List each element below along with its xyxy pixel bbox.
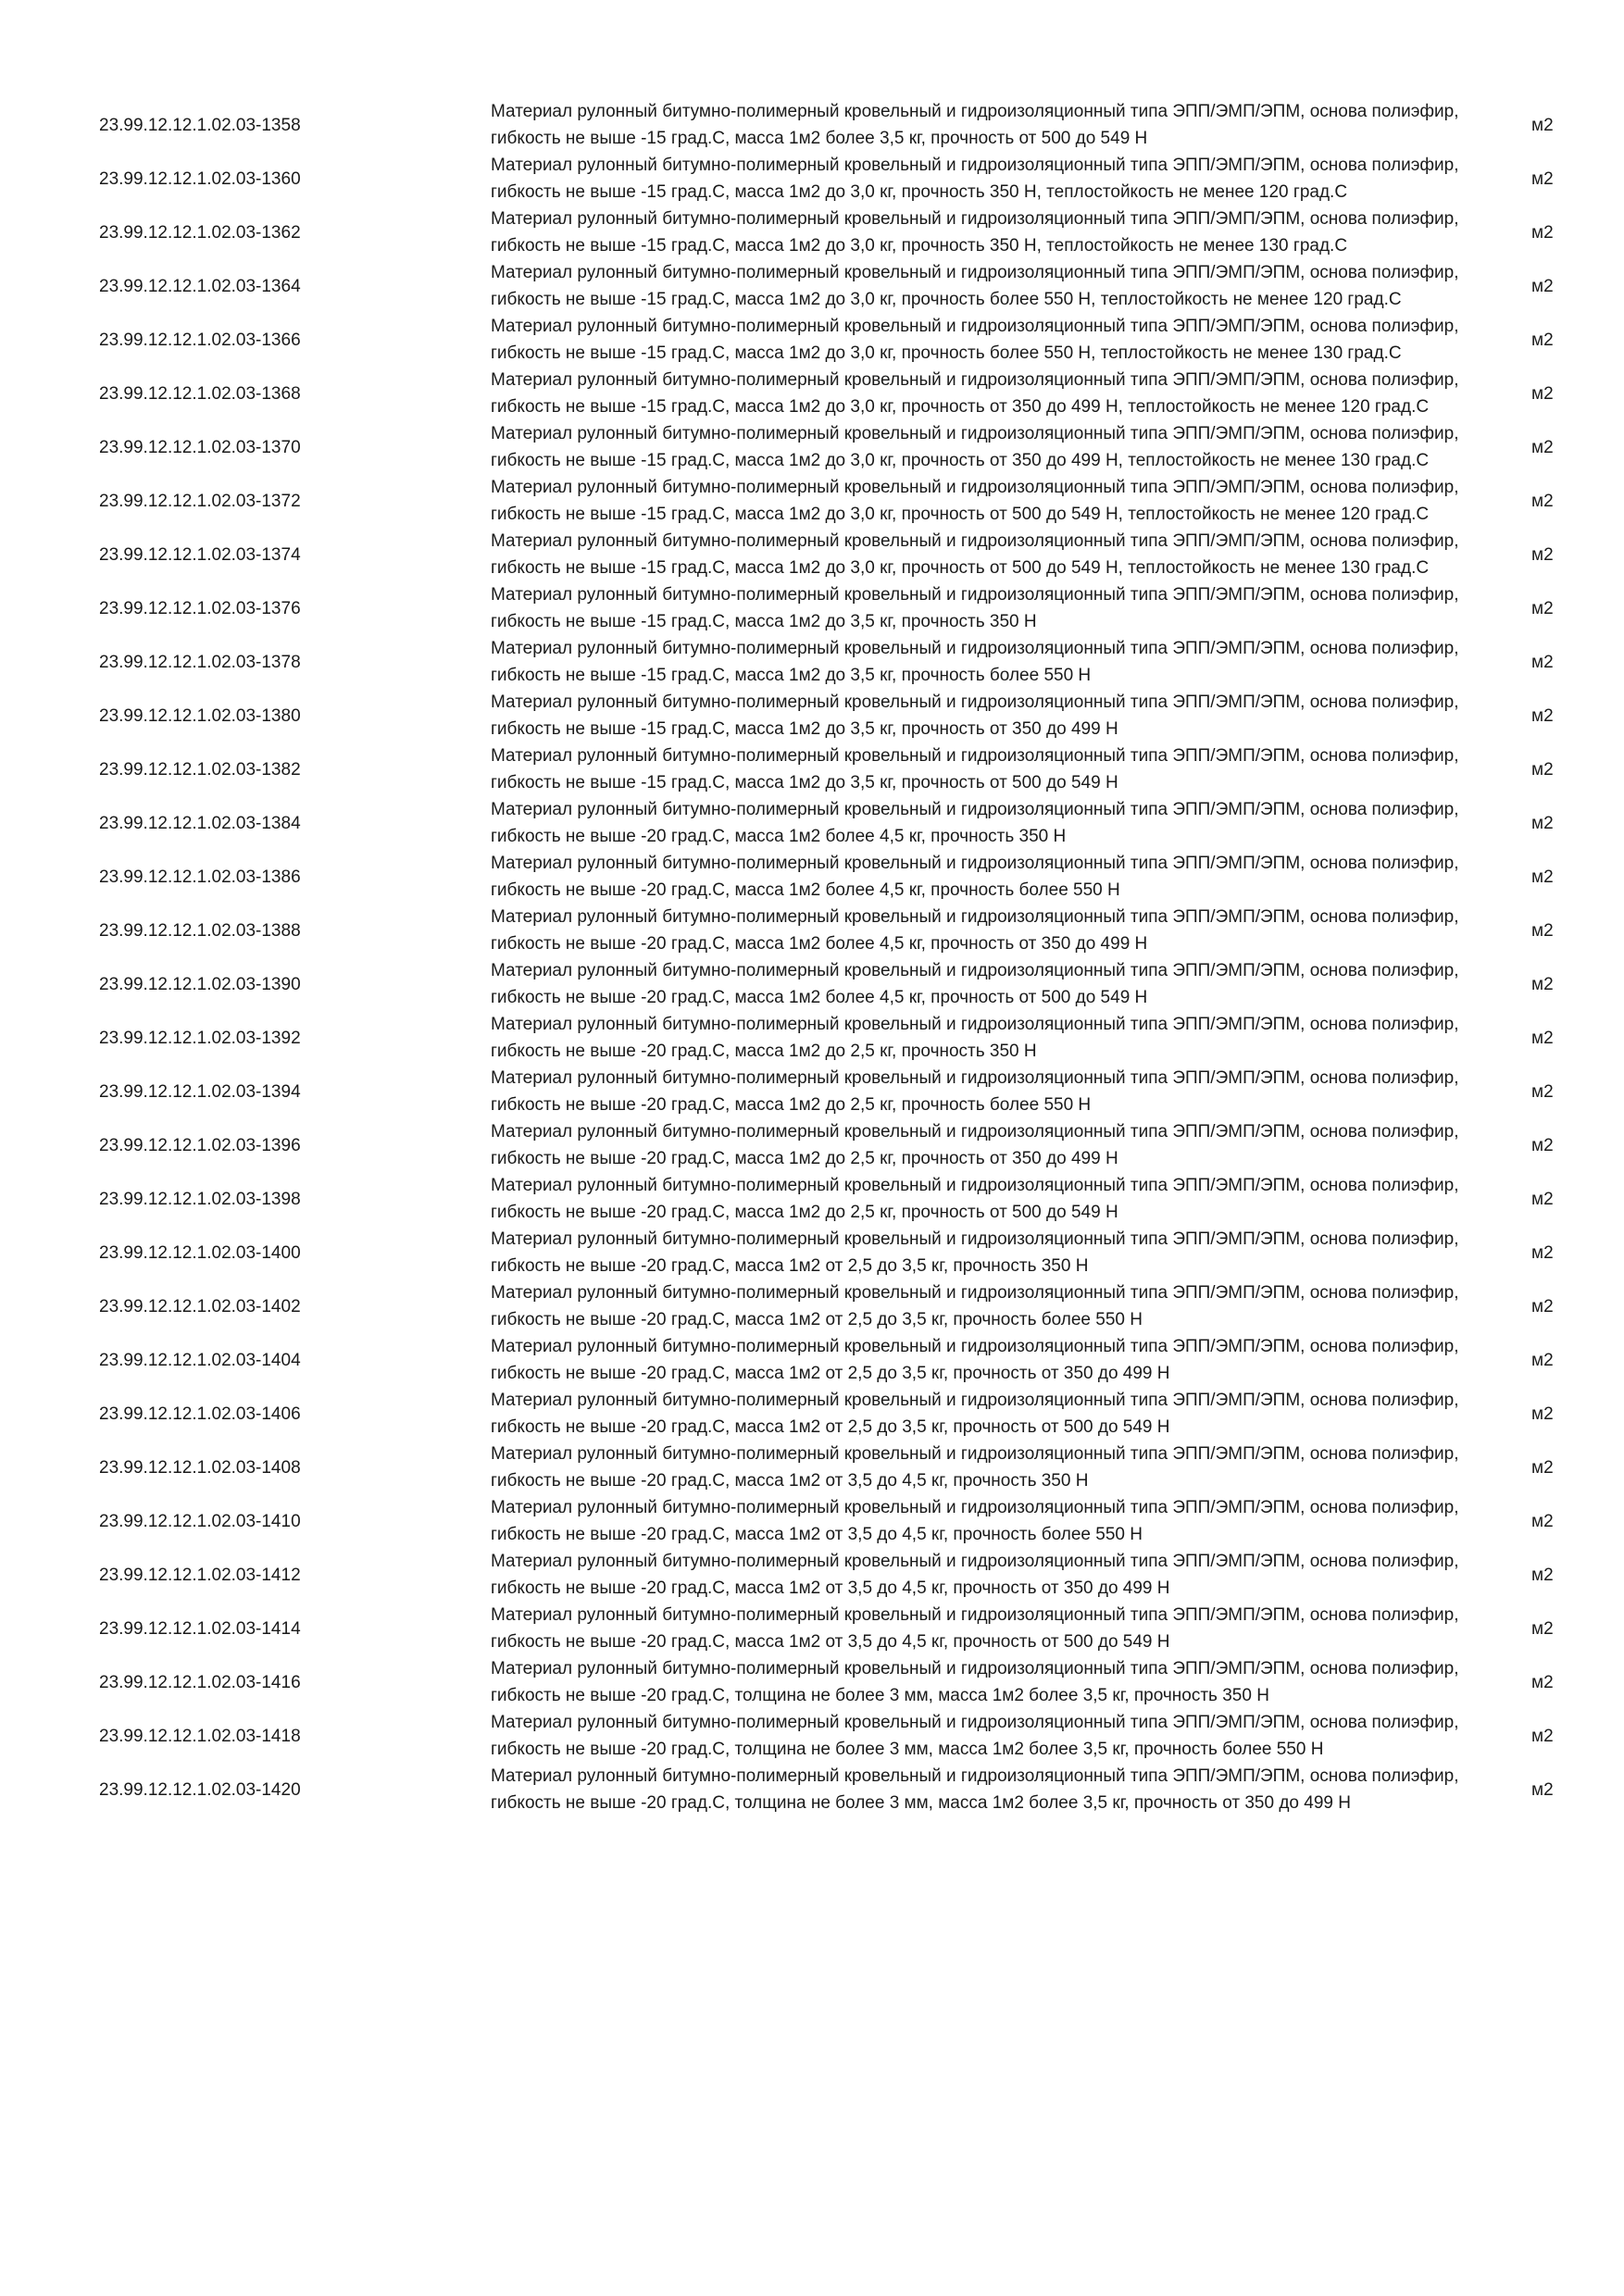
material-description: Материал рулонный битумно-полимерный кровельный и гидроизоляционный типа ЭПП/ЭМП/ЭПМ, основа полиэфир, гибкость не выше -20 град.С, масса 1м2 от 2,5 до 3,5 кг, прочность 350 Н [491,1229,1459,1276]
material-code: 23.99.12.12.1.02.03-1362 [99,222,301,243]
material-description-cell [491,1011,1498,1065]
material-description-cell [491,635,1498,689]
material-code: 23.99.12.12.1.02.03-1360 [99,168,301,189]
material-description: Материал рулонный битумно-полимерный кровельный и гидроизоляционный типа ЭПП/ЭМП/ЭПМ, основа полиэфир, гибкость не выше -20 град.С, масса 1м2 до 2,5 кг, прочность 350 Н [491,1015,1459,1061]
material-description: Материал рулонный битумно-полимерный кровельный и гидроизоляционный типа ЭПП/ЭМП/ЭПМ, основа полиэфир, гибкость не выше -15 град.С, масса 1м2 до 3,5 кг, прочность 350 Н [491,585,1459,631]
material-code: 23.99.12.12.1.02.03-1378 [99,652,301,672]
table-row [0,313,1624,367]
material-description: Материал рулонный битумно-полимерный кровельный и гидроизоляционный типа ЭПП/ЭМП/ЭПМ, основа полиэфир, гибкость не выше -20 град.С, масса 1м2 от 2,5 до 3,5 кг, прочность более 550 Н [491,1283,1459,1329]
material-unit: м2 [1531,1028,1554,1048]
table-row [0,367,1624,420]
material-description-cell [491,1709,1498,1763]
material-unit: м2 [1531,759,1554,780]
table-row [0,528,1624,581]
material-description-cell [491,1494,1498,1548]
material-description: Материал рулонный битумно-полимерный кровельный и гидроизоляционный типа ЭПП/ЭМП/ЭПМ, основа полиэфир, гибкость не выше -20 град.С, масса 1м2 от 2,5 до 3,5 кг, прочность от 350 до 499 Н [491,1337,1459,1383]
material-unit: м2 [1531,222,1554,243]
material-description-cell [491,474,1498,528]
material-description: Материал рулонный битумно-полимерный кровельный и гидроизоляционный типа ЭПП/ЭМП/ЭПМ, основа полиэфир, гибкость не выше -15 град.С, масса 1м2 более 3,5 кг, прочность от 500 до 549 Н [491,102,1459,148]
material-unit: м2 [1531,974,1554,994]
material-description-cell [491,1602,1498,1655]
table-row [0,850,1624,904]
material-description: Материал рулонный битумно-полимерный кровельный и гидроизоляционный типа ЭПП/ЭМП/ЭПМ, основа полиэфир, гибкость не выше -20 град.С, масса 1м2 до 2,5 кг, прочность более 550 Н [491,1068,1459,1115]
material-code: 23.99.12.12.1.02.03-1382 [99,759,301,780]
material-description-cell [491,1387,1498,1441]
material-description: Материал рулонный битумно-полимерный кровельный и гидроизоляционный типа ЭПП/ЭМП/ЭПМ, основа полиэфир, гибкость не выше -20 град.С, масса 1м2 более 4,5 кг, прочность от 500 до 549 Н [491,961,1459,1007]
table-row [0,1226,1624,1279]
material-description: Материал рулонный битумно-полимерный кровельный и гидроизоляционный типа ЭПП/ЭМП/ЭПМ, основа полиэфир, гибкость не выше -20 град.С, масса 1м2 от 3,5 до 4,5 кг, прочность 350 Н [491,1444,1459,1491]
material-description-cell [491,1065,1498,1118]
material-description: Материал рулонный битумно-полимерный кровельный и гидроизоляционный типа ЭПП/ЭМП/ЭПМ, основа полиэфир, гибкость не выше -20 град.С, масса 1м2 от 2,5 до 3,5 кг, прочность от 500 до 549 Н [491,1391,1459,1437]
material-unit: м2 [1531,598,1554,618]
material-unit: м2 [1531,168,1554,189]
material-code: 23.99.12.12.1.02.03-1374 [99,544,301,565]
material-code: 23.99.12.12.1.02.03-1416 [99,1672,301,1692]
material-description-cell [491,850,1498,904]
material-description-cell [491,1226,1498,1279]
material-unit: м2 [1531,544,1554,565]
material-unit: м2 [1531,1135,1554,1155]
material-code: 23.99.12.12.1.02.03-1368 [99,383,301,404]
material-description-cell [491,957,1498,1011]
material-description-cell [491,796,1498,850]
material-code: 23.99.12.12.1.02.03-1372 [99,491,301,511]
table-row [0,581,1624,635]
material-description-cell [491,1655,1498,1709]
table-row [0,1763,1624,1816]
material-code: 23.99.12.12.1.02.03-1410 [99,1511,301,1531]
material-code: 23.99.12.12.1.02.03-1398 [99,1189,301,1209]
material-description: Материал рулонный битумно-полимерный кровельный и гидроизоляционный типа ЭПП/ЭМП/ЭПМ, основа полиэфир, гибкость не выше -20 град.С, масса 1м2 более 4,5 кг, прочность 350 Н [491,800,1459,846]
material-unit: м2 [1531,1081,1554,1102]
material-description-cell [491,581,1498,635]
material-description: Материал рулонный битумно-полимерный кровельный и гидроизоляционный типа ЭПП/ЭМП/ЭПМ, основа полиэфир, гибкость не выше -15 град.С, масса 1м2 до 3,0 кг, прочность от 350 до 499 Н, теплостойкость не менее 120 град.С [491,370,1459,417]
material-description-cell [491,1118,1498,1172]
material-description: Материал рулонный битумно-полимерный кровельный и гидроизоляционный типа ЭПП/ЭМП/ЭПМ, основа полиэфир, гибкость не выше -20 град.С, толщина не более 3 мм, масса 1м2 более 3,5 кг, прочность 350 Н [491,1659,1459,1705]
material-description: Материал рулонный битумно-полимерный кровельный и гидроизоляционный типа ЭПП/ЭМП/ЭПМ, основа полиэфир, гибкость не выше -20 град.С, масса 1м2 до 2,5 кг, прочность от 350 до 499 Н [491,1122,1459,1168]
materials-table [0,98,1624,1816]
material-unit: м2 [1531,115,1554,135]
material-description: Материал рулонный битумно-полимерный кровельный и гидроизоляционный типа ЭПП/ЭМП/ЭПМ, основа полиэфир, гибкость не выше -15 град.С, масса 1м2 до 3,0 кг, прочность от 500 до 549 Н, теплостойкость не менее 120 град.С [491,478,1459,524]
material-description-cell [491,152,1498,206]
table-row [0,1655,1624,1709]
table-row [0,689,1624,742]
material-code: 23.99.12.12.1.02.03-1388 [99,920,301,941]
table-row [0,1011,1624,1065]
material-code: 23.99.12.12.1.02.03-1386 [99,867,301,887]
material-description: Материал рулонный битумно-полимерный кровельный и гидроизоляционный типа ЭПП/ЭМП/ЭПМ, основа полиэфир, гибкость не выше -15 град.С, масса 1м2 до 3,0 кг, прочность от 500 до 549 Н, теплостойкость не менее 130 град.С [491,531,1459,578]
material-code: 23.99.12.12.1.02.03-1392 [99,1028,301,1048]
table-row [0,1065,1624,1118]
material-code: 23.99.12.12.1.02.03-1394 [99,1081,301,1102]
table-row [0,904,1624,957]
materials-table-body [0,98,1624,1816]
material-code: 23.99.12.12.1.02.03-1390 [99,974,301,994]
material-unit: м2 [1531,1511,1554,1531]
material-unit: м2 [1531,867,1554,887]
table-row [0,259,1624,313]
material-description: Материал рулонный битумно-полимерный кровельный и гидроизоляционный типа ЭПП/ЭМП/ЭПМ, основа полиэфир, гибкость не выше -15 град.С, масса 1м2 до 3,5 кг, прочность от 350 до 499 Н [491,693,1459,739]
material-unit: м2 [1531,1404,1554,1424]
table-row [0,1172,1624,1226]
table-row [0,957,1624,1011]
table-row [0,1602,1624,1655]
material-code: 23.99.12.12.1.02.03-1384 [99,813,301,833]
material-code: 23.99.12.12.1.02.03-1404 [99,1350,301,1370]
material-description: Материал рулонный битумно-полимерный кровельный и гидроизоляционный типа ЭПП/ЭМП/ЭПМ, основа полиэфир, гибкость не выше -15 град.С, масса 1м2 до 3,5 кг, прочность более 550 Н [491,639,1459,685]
material-unit: м2 [1531,437,1554,457]
material-unit: м2 [1531,705,1554,726]
material-description: Материал рулонный битумно-полимерный кровельный и гидроизоляционный типа ЭПП/ЭМП/ЭПМ, основа полиэфир, гибкость не выше -20 град.С, масса 1м2 до 2,5 кг, прочность от 500 до 549 Н [491,1176,1459,1222]
material-description: Материал рулонный битумно-полимерный кровельный и гидроизоляционный типа ЭПП/ЭМП/ЭПМ, основа полиэфир, гибкость не выше -20 град.С, масса 1м2 от 3,5 до 4,5 кг, прочность более 550 Н [491,1498,1459,1544]
table-row [0,1279,1624,1333]
material-unit: м2 [1531,491,1554,511]
material-description: Материал рулонный битумно-полимерный кровельный и гидроизоляционный типа ЭПП/ЭМП/ЭПМ, основа полиэфир, гибкость не выше -15 град.С, масса 1м2 до 3,0 кг, прочность 350 Н, теплостойкость не менее 120 град.С [491,156,1459,202]
material-description: Материал рулонный битумно-полимерный кровельный и гидроизоляционный типа ЭПП/ЭМП/ЭПМ, основа полиэфир, гибкость не выше -20 град.С, масса 1м2 от 3,5 до 4,5 кг, прочность от 500 до 549 Н [491,1605,1459,1652]
material-unit: м2 [1531,1457,1554,1478]
table-row [0,474,1624,528]
material-code: 23.99.12.12.1.02.03-1396 [99,1135,301,1155]
material-description-cell [491,259,1498,313]
material-code: 23.99.12.12.1.02.03-1364 [99,276,301,296]
material-unit: м2 [1531,1189,1554,1209]
material-description: Материал рулонный битумно-полимерный кровельный и гидроизоляционный типа ЭПП/ЭМП/ЭПМ, основа полиэфир, гибкость не выше -20 град.С, масса 1м2 более 4,5 кг, прочность от 350 до 499 Н [491,907,1459,954]
material-description: Материал рулонный битумно-полимерный кровельный и гидроизоляционный типа ЭПП/ЭМП/ЭПМ, основа полиэфир, гибкость не выше -20 град.С, толщина не более 3 мм, масса 1м2 более 3,5 кг, прочность от 350 до 499 Н [491,1766,1459,1813]
material-code: 23.99.12.12.1.02.03-1418 [99,1726,301,1746]
material-unit: м2 [1531,1779,1554,1800]
material-code: 23.99.12.12.1.02.03-1370 [99,437,301,457]
table-row [0,206,1624,259]
table-row [0,152,1624,206]
material-description: Материал рулонный битумно-полимерный кровельный и гидроизоляционный типа ЭПП/ЭМП/ЭПМ, основа полиэфир, гибкость не выше -15 град.С, масса 1м2 до 3,0 кг, прочность от 350 до 499 Н, теплостойкость не менее 130 град.С [491,424,1459,470]
material-description: Материал рулонный битумно-полимерный кровельный и гидроизоляционный типа ЭПП/ЭМП/ЭПМ, основа полиэфир, гибкость не выше -20 град.С, масса 1м2 более 4,5 кг, прочность более 550 Н [491,854,1459,900]
material-unit: м2 [1531,330,1554,350]
material-unit: м2 [1531,1672,1554,1692]
material-unit: м2 [1531,813,1554,833]
table-row [0,1387,1624,1441]
material-unit: м2 [1531,276,1554,296]
material-description-cell [491,528,1498,581]
material-code: 23.99.12.12.1.02.03-1400 [99,1242,301,1263]
table-row [0,742,1624,796]
material-description-cell [491,1763,1498,1816]
material-description: Материал рулонный битумно-полимерный кровельный и гидроизоляционный типа ЭПП/ЭМП/ЭПМ, основа полиэфир, гибкость не выше -15 град.С, масса 1м2 до 3,0 кг, прочность более 550 Н, теплостойкость не менее 120 град.С [491,263,1459,309]
material-unit: м2 [1531,1242,1554,1263]
material-description-cell [491,904,1498,957]
material-unit: м2 [1531,383,1554,404]
material-code: 23.99.12.12.1.02.03-1414 [99,1618,301,1639]
material-description: Материал рулонный битумно-полимерный кровельный и гидроизоляционный типа ЭПП/ЭМП/ЭПМ, основа полиэфир, гибкость не выше -15 град.С, масса 1м2 до 3,0 кг, прочность 350 Н, теплостойкость не менее 130 град.С [491,209,1459,256]
material-unit: м2 [1531,1726,1554,1746]
material-unit: м2 [1531,1350,1554,1370]
material-code: 23.99.12.12.1.02.03-1408 [99,1457,301,1478]
material-unit: м2 [1531,920,1554,941]
material-description: Материал рулонный битумно-полимерный кровельный и гидроизоляционный типа ЭПП/ЭМП/ЭПМ, основа полиэфир, гибкость не выше -15 град.С, масса 1м2 до 3,5 кг, прочность от 500 до 549 Н [491,746,1459,792]
material-description-cell [491,742,1498,796]
material-code: 23.99.12.12.1.02.03-1412 [99,1565,301,1585]
material-unit: м2 [1531,652,1554,672]
material-description-cell [491,313,1498,367]
table-row [0,1494,1624,1548]
material-unit: м2 [1531,1296,1554,1316]
material-description-cell [491,689,1498,742]
table-row [0,420,1624,474]
material-description-cell [491,1333,1498,1387]
table-row [0,1441,1624,1494]
material-description: Материал рулонный битумно-полимерный кровельный и гидроизоляционный типа ЭПП/ЭМП/ЭПМ, основа полиэфир, гибкость не выше -15 град.С, масса 1м2 до 3,0 кг, прочность более 550 Н, теплостойкость не менее 130 град.С [491,317,1459,363]
material-description-cell [491,1279,1498,1333]
material-code: 23.99.12.12.1.02.03-1358 [99,115,301,135]
table-row [0,796,1624,850]
material-description-cell [491,1441,1498,1494]
material-code: 23.99.12.12.1.02.03-1366 [99,330,301,350]
material-description-cell [491,98,1498,152]
material-code: 23.99.12.12.1.02.03-1380 [99,705,301,726]
table-row [0,1333,1624,1387]
material-description-cell [491,1172,1498,1226]
material-unit: м2 [1531,1565,1554,1585]
table-row [0,98,1624,152]
material-description: Материал рулонный битумно-полимерный кровельный и гидроизоляционный типа ЭПП/ЭМП/ЭПМ, основа полиэфир, гибкость не выше -20 град.С, толщина не более 3 мм, масса 1м2 более 3,5 кг, прочность более 550 Н [491,1713,1459,1759]
material-code: 23.99.12.12.1.02.03-1402 [99,1296,301,1316]
material-code: 23.99.12.12.1.02.03-1420 [99,1779,301,1800]
material-code: 23.99.12.12.1.02.03-1406 [99,1404,301,1424]
table-row [0,1548,1624,1602]
material-description: Материал рулонный битумно-полимерный кровельный и гидроизоляционный типа ЭПП/ЭМП/ЭПМ, основа полиэфир, гибкость не выше -20 град.С, масса 1м2 от 3,5 до 4,5 кг, прочность от 350 до 499 Н [491,1552,1459,1598]
material-code: 23.99.12.12.1.02.03-1376 [99,598,301,618]
material-description-cell [491,1548,1498,1602]
table-row [0,635,1624,689]
table-row [0,1709,1624,1763]
material-unit: м2 [1531,1618,1554,1639]
table-row [0,1118,1624,1172]
material-description-cell [491,206,1498,259]
material-description-cell [491,367,1498,420]
material-description-cell [491,420,1498,474]
